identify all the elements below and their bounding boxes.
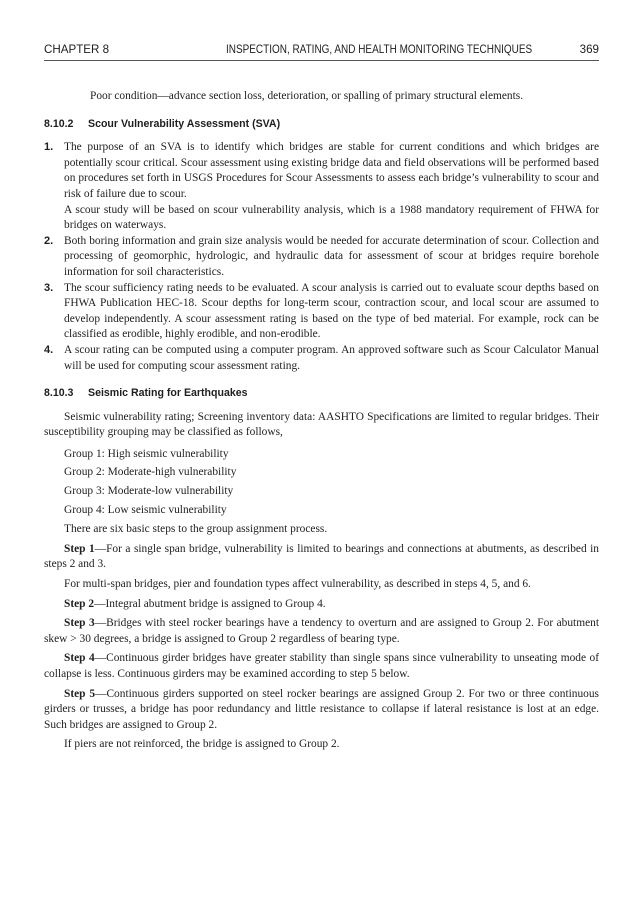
list-marker: 2. (44, 234, 54, 247)
piers-paragraph: If piers are not reinforced, the bridge is assigned to Group 2. (64, 738, 340, 751)
page-number: 369 (579, 43, 599, 56)
step-label: Step 3 (64, 617, 95, 630)
seismic-intro-paragraph: Seismic vulnerability rating; Screening inventory data: AASHTO Specifications are limited to regular bridges. Their susceptibility grouping may be classified as follows, (44, 410, 599, 439)
list-marker: 1. (44, 141, 54, 154)
multispan-paragraph: For multi-span bridges, pier and foundation types affect vulnerability, as described in steps 4, 5, and 6. (64, 578, 531, 591)
list-item (44, 343, 599, 374)
section-heading-seismic (44, 386, 599, 402)
step-label: Step 1 (64, 542, 95, 555)
list-item (44, 281, 599, 343)
running-title: INSPECTION, RATING, AND HEALTH MONITORING TECHNIQUES (226, 43, 533, 56)
list-item (44, 140, 599, 234)
header-rule (44, 60, 599, 61)
page-body (44, 89, 599, 753)
group-item: Group 1: High seismic vulnerability (64, 447, 229, 460)
intro-paragraph: Poor condition—advance section loss, deterioration, or spalling of primary structural elements. (90, 90, 524, 102)
list-marker: 4. (44, 343, 54, 356)
list-item (44, 234, 599, 281)
step-label: Step 4 (64, 652, 95, 665)
section-title: Scour Vulnerability Assessment (SVA) (88, 117, 281, 130)
steps-intro-paragraph: There are six basic steps to the group assignment process. (64, 523, 328, 536)
chapter-label: CHAPTER 8 (44, 43, 110, 56)
step-1-paragraph: Step 1—For a single span bridge, vulnerability is limited to bearings and connections at abutments, as described in steps 2 and 3. (44, 542, 599, 571)
step-3-paragraph: Step 3—Bridges with steel rocker bearings have a tendency to overturn and are assigned to Group 2. For abutment skew > 30 degrees, a bridge is assigned to Group 2 regardless of bearing type. (44, 617, 600, 645)
section-title: Seismic Rating for Earthquakes (88, 387, 248, 400)
section-number: 8.10.2 (44, 117, 74, 130)
step-label: Step 2 (64, 597, 95, 610)
list-item-text: A scour study will be based on scour vulnerability analysis, which is a 1988 mandatory requirement of FHWA for bridges on waterways. (64, 203, 599, 232)
group-item: Group 4: Low seismic vulnerability (64, 503, 227, 516)
step-2-paragraph: Step 2—Integral abutment bridge is assigned to Group 4. (64, 597, 326, 610)
group-item: Group 2: Moderate-high vulnerability (64, 466, 237, 479)
list-marker: 3. (44, 281, 54, 294)
step-label: Step 5 (64, 687, 96, 700)
section-number: 8.10.3 (44, 387, 74, 400)
list-item-text: The scour sufficiency rating needs to be evaluated. A scour analysis is carried out to evaluate scour depths based on FHWA Publication HEC-18. Scour depths for long-term scour, contraction scour, and local scour are assumed to develop independently. A scour assessment rating is based on the type of bed material. For example, rock can be classified as erodible, highly erodible, and non-erodible. (64, 281, 599, 341)
section-heading-scour (44, 117, 599, 133)
group-list (44, 447, 599, 518)
step-4-paragraph: Step 4—Continuous girder bridges have greater stability than single spans since vulnerability to unseating mode of collapse is less. Continuous girders may be examined according to step 5 below. (44, 652, 600, 680)
list-item-text: A scour rating can be computed using a computer program. An approved software such as Scour Calculator Manual will be used for computing scour assessment rating. (64, 343, 599, 372)
list-item-text: Both boring information and grain size analysis would be needed for accurate determination of scour. Collection and processing of geomorphic, hydrologic, and hydraulic data for assessment of scour at bridges require borehole information for soil characteristics. (64, 234, 599, 278)
group-item: Group 3: Moderate-low vulnerability (64, 485, 234, 498)
running-head (44, 43, 599, 57)
list-item-text: The purpose of an SVA is to identify which bridges are stable for current conditions and which bridges are potentially scour critical. Scour assessment using existing bridge data and field observations will be performed based on procedures set forth in USGS Procedures for Scour Assessments to assess each bridge’s vulnerability to scour and risk of failure due to scour. (64, 141, 599, 200)
step-5-paragraph: Step 5—Continuous girders supported on steel rocker bearings are assigned Group 2. For two or three continuous girders or trusses, a bridge has poor redundancy and little resistance to collapse if lateral resistance is lost at an edge. Such bridges are assigned to Group 2. (44, 687, 599, 731)
